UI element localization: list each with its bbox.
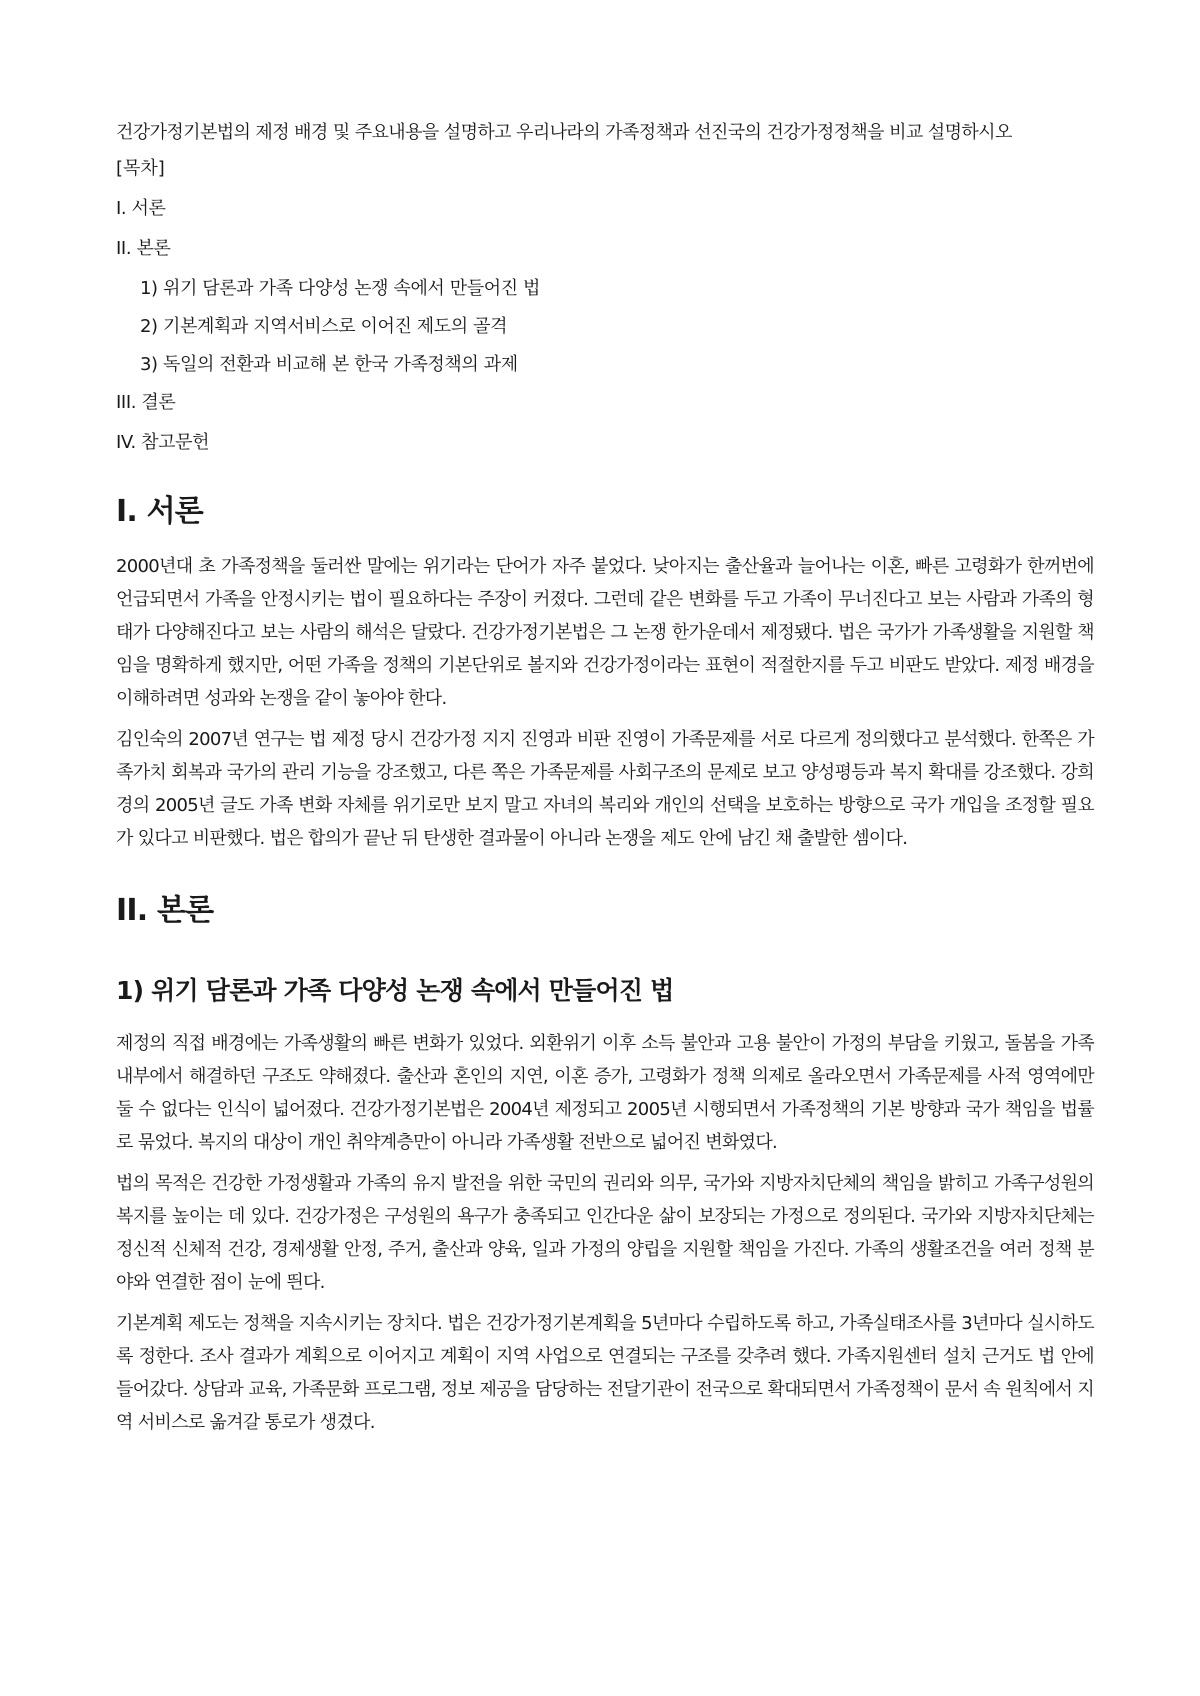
section-heading-body: II. 본론: [116, 893, 214, 928]
intro-paragraph: 김인숙의 2007년 연구는 법 제정 당시 건강가정 지지 진영과 비판 진영이 가족문제를 서로 다르게 정의했다고 분석했다. 한쪽은 가족가치 회복과 국가의 관리 기능을 강조했고, 다른 쪽은 가족문제를 사회구조의 문제로 보고 양성평등과 복지 확대를 강조했다. 강희경의 2005년 글도 가족 변화 자체를 위기로만 보지 말고 자녀의 복리와 개인의 선택을 보호하는 방향으로 국가 개입을 조정할 필요가 있다고 비판했다. 법은 합의가 끝난 뒤 탄생한 결과물이 아니라 논쟁을 제도 안에 남긴 채 출발한 셈이다.: [116, 729, 1094, 849]
intro-paragraph: 2000년대 초 가족정책을 둘러싼 말에는 위기라는 단어가 자주 붙었다. 낮아지는 출산율과 늘어나는 이혼, 빠른 고령화가 한꺼번에 언급되면서 가족을 안정시키는 법이 필요하다는 주장이 커졌다. 그런데 같은 변화를 두고 가족이 무너진다고 보는 사람과 가족의 형태가 다양해진다고 보는 사람의 해석은 달랐다. 건강가정기본법은 그 논쟁 한가운데서 제정됐다. 법은 국가가 가족생활을 지원할 책임을 명확하게 했지만, 어떤 가족을 정책의 기본단위로 볼지와 건강가정이라는 표현이 적절한지를 두고 비판도 받았다. 제정 배경을 이해하려면 성과와 논쟁을 같이 놓아야 한다.: [116, 556, 1094, 709]
toc-subitem: 1) 위기 담론과 가족 다양성 논쟁 속에서 만들어진 법: [140, 278, 541, 299]
toc-subitem: 2) 기본계획과 지역서비스로 이어진 제도의 골격: [140, 316, 508, 337]
toc-item: III. 결론: [116, 392, 176, 413]
toc-item: II. 본론: [116, 238, 171, 259]
toc-item: I. 서론: [116, 198, 166, 219]
table-of-contents: [116, 156, 1094, 456]
document-title: 건강가정기본법의 제정 배경 및 주요내용을 설명하고 우리나라의 가족정책과 선진국의 건강가정정책을 비교 설명하시오: [116, 122, 1012, 143]
subsection-heading: 1) 위기 담론과 가족 다양성 논쟁 속에서 만들어진 법: [116, 976, 674, 1005]
toc-heading: [목차]: [116, 158, 165, 179]
body-paragraph: 제정의 직접 배경에는 가족생활의 빠른 변화가 있었다. 외환위기 이후 소득 불안과 고용 불안이 가정의 부담을 키웠고, 돌봄을 가족 내부에서 해결하던 구조도 약해졌다. 출산과 혼인의 지연, 이혼 증가, 고령화가 정책 의제로 올라오면서 가족문제를 사적 영역에만 둘 수 없다는 인식이 넓어졌다. 건강가정기본법은 2004년 제정되고 2005년 시행되면서 가족정책의 기본 방향과 국가 책임을 법률로 묶었다. 복지의 대상이 개인 취약계층만이 아니라 가족생활 전반으로 넓어진 변화였다.: [116, 1033, 1094, 1153]
document-page: [116, 116, 1094, 1447]
toc-item: IV. 참고문헌: [116, 432, 210, 453]
body-paragraph: 법의 목적은 건강한 가정생활과 가족의 유지 발전을 위한 국민의 권리와 의무, 국가와 지방자치단체의 책임을 밝히고 가족구성원의 복지를 높이는 데 있다. 건강가정은 구성원의 욕구가 충족되고 인간다운 삶이 보장되는 가정으로 정의된다. 국가와 지방자치단체는 정신적 신체적 건강, 경제생활 안정, 주거, 출산과 양육, 일과 가정의 양립을 지원할 책임을 가진다. 가족의 생활조건을 여러 정책 분야와 연결한 점이 눈에 띈다.: [116, 1173, 1094, 1293]
toc-subitem: 3) 독일의 전환과 비교해 본 한국 가족정책의 과제: [140, 354, 518, 375]
section-heading-intro: I. 서론: [116, 494, 203, 529]
body-paragraph: 기본계획 제도는 정책을 지속시키는 장치다. 법은 건강가정기본계획을 5년마다 수립하도록 하고, 가족실태조사를 3년마다 실시하도록 정한다. 조사 결과가 계획으로 이어지고 계획이 지역 사업으로 연결되는 구조를 갖추려 했다. 가족지원센터 설치 근거도 법 안에 들어갔다. 상담과 교육, 가족문화 프로그램, 정보 제공을 담당하는 전달기관이 전국으로 확대되면서 가족정책이 문서 속 원칙에서 지역 서비스로 옮겨갈 통로가 생겼다.: [116, 1313, 1094, 1433]
